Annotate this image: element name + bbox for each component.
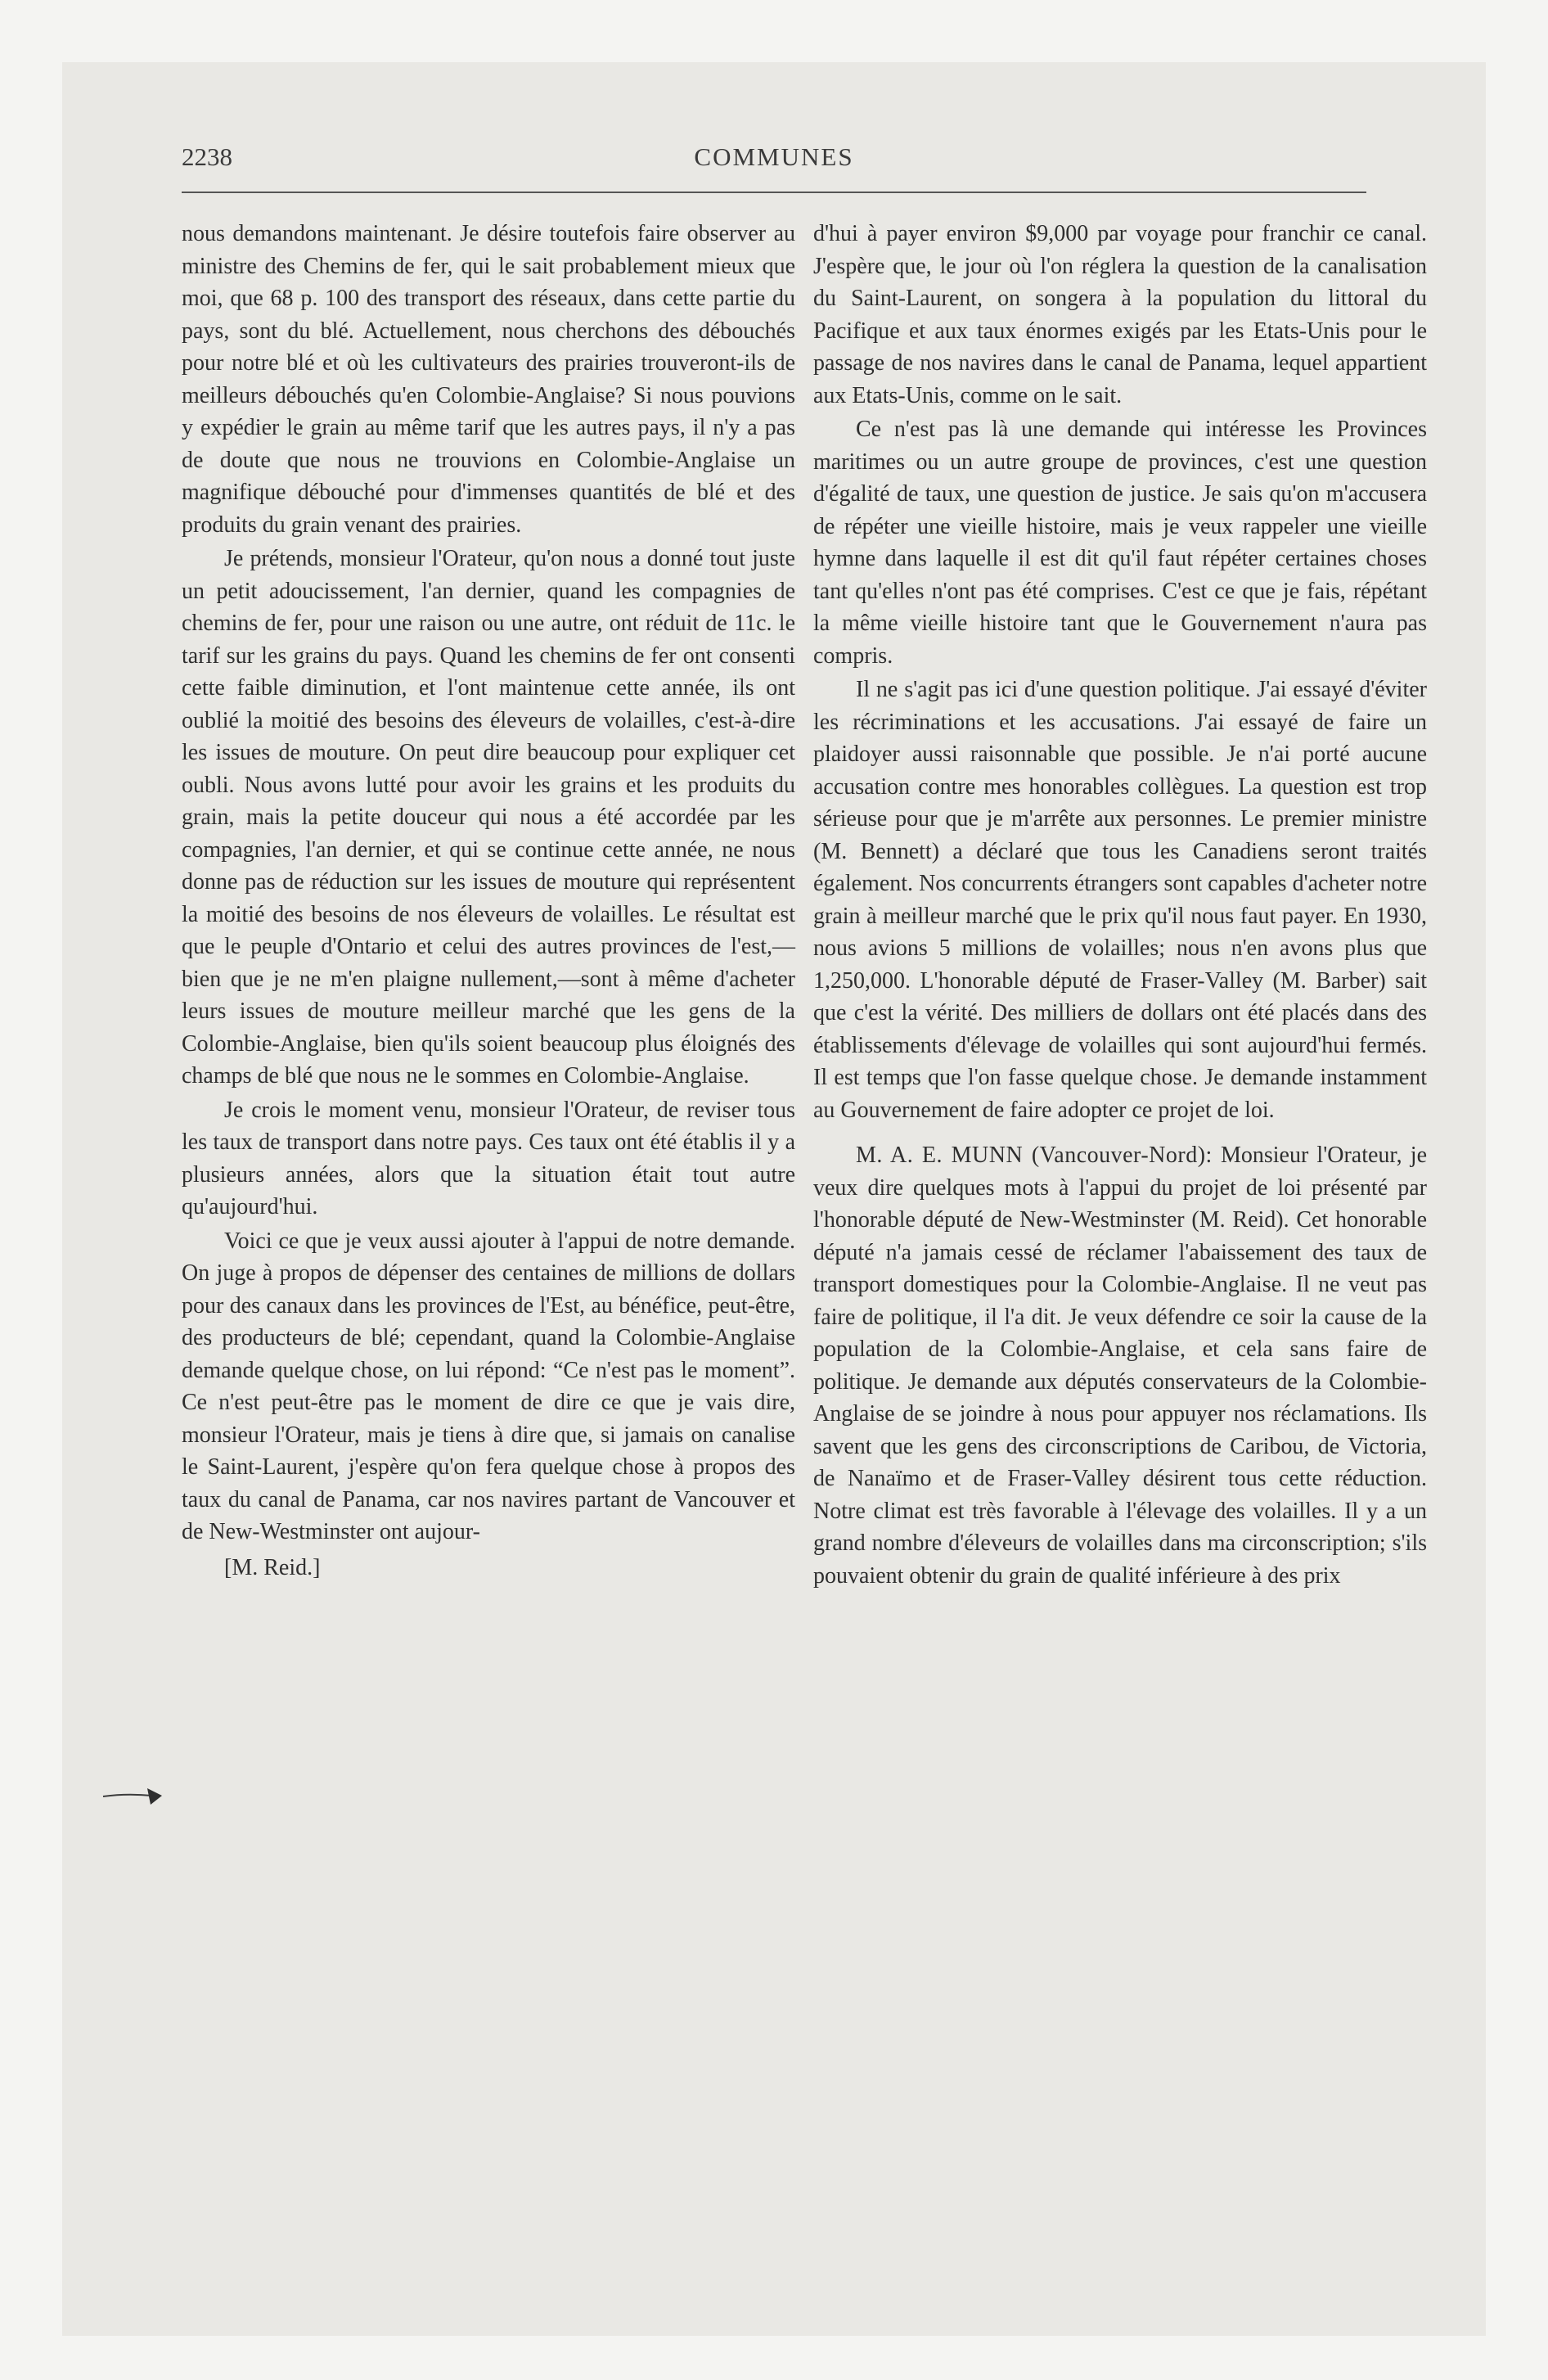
speech-paragraph (813, 1139, 1427, 1592)
speaker-name: M. A. E. MUNN (Vancouver-Nord): (856, 1143, 1213, 1168)
speaker-attribution: [M. Reid.] (224, 1554, 321, 1580)
right-paragraph-1: d'hui à payer environ $9,000 par voyage pour franchir ce canal. J'espère que, le jour où l'on réglera la question de la canalisation du Saint-Laurent, on songera à la population du littoral du Pacifique et aux taux énormes exigés par les Etats-Unis pour le passage de nos navires dans le canal de Panama, lequel appartient aux Etats-Unis, comme on le sait. (813, 221, 1427, 408)
left-column (182, 218, 795, 1584)
margin-arrow-mark (101, 1785, 175, 1810)
scanned-page (62, 62, 1486, 2336)
right-paragraph-2: Ce n'est pas là une demande qui intéresse les Provinces maritimes ou un autre groupe de provinces, c'est une question d'égalité de taux, une question de justice. Je sais qu'on m'accusera de répéter une vieille histoire, mais je veux rappeler une vieille hymne dans laquelle il est dit qu'il faut répéter certaines choses tant qu'elles n'ont pas été comprises. C'est ce que je fais, répétant la même vieille histoire tant que le Gouvernement n'aura pas compris. (813, 417, 1427, 669)
left-paragraph-2: Je prétends, monsieur l'Orateur, qu'on nous a donné tout juste un petit adoucissement, l'an dernier, quand les compagnies de chemins de fer, pour une raison ou une autre, ont réduit de 11c. le tarif sur les grains du pays. Quand les chemins de fer ont consenti cette faible diminution, et l'ont maintenue cette année, ils ont oublié la moitié des besoins des éleveurs de volailles, c'est-à-dire les issues de mouture. On peut dire beaucoup pour expliquer cet oubli. Nous avons lutté pour avoir les grains et les produits du grain, mais la petite douceur qui nous a été accordée par les compagnies, l'an dernier, et qui se continue cette année, ne nous donne pas de réduction sur les issues de mouture qui représentent la moitié des besoins de nos éleveurs de volailles. Le résultat est que le peuple d'Ontario et celui des autres provinces de l'est,—bien que je ne m'en plaigne nullement,—sont à même d'acheter leurs issues de mouture meilleur marché que les gens de la Colombie-Anglaise, bien qu'ils soient beaucoup plus éloignés des champs de blé que nous ne le sommes en Colombie-Anglaise. (182, 546, 795, 1089)
left-paragraph-1: nous demandons maintenant. Je désire toutefois faire observer au ministre des Chemins de fer, qui le sait probablement mieux que moi, que 68 p. 100 des transport des réseaux, dans cette partie du pays, sont du blé. Actuellement, nous cherchons des débouchés pour notre blé et où les cultivateurs des prairies trouveront-ils de meilleurs débouchés qu'en Colombie-Anglaise? Si nous pouvions y expédier le grain au même tarif que les autres pays, il n'y a pas de doute que nous ne trouvions en Colombie-Anglaise un magnifique débouché pour d'immenses quantités de blé et des produits du grain venant des prairies. (182, 221, 795, 538)
speech-text: Monsieur l'Orateur, je veux dire quelques mots à l'appui du projet de loi présenté par l'honorable député de New-Westminster (M. Reid). Cet honorable député n'a jamais cessé de réclamer l'abaissement des taux de transport domestiques pour la Colombie-Anglaise. Il ne veut pas faire de politique, il l'a dit. Je veux défendre ce soir la cause de la population de la Colombie-Anglaise, et cela sans faire de politique. Je demande aux députés conservateurs de la Colombie-Anglaise de se joindre à nous pour appuyer nos réclamations. Ils savent que les gens des circonscriptions de Caribou, de Victoria, de Nanaïmo et de Fraser-Valley désirent tous cette réduction. Notre climat est très favorable à l'élevage des volailles. Il y a un grand nombre d'éleveurs de volailles dans ma circonscription; s'ils pouvaient obtenir du grain de qualité inférieure à des prix (813, 1143, 1427, 1589)
right-paragraph-3: Il ne s'agit pas ici d'une question politique. J'ai essayé d'éviter les récriminations et les accusations. J'ai essayé de faire un plaidoyer aussi raisonnable que possible. Je n'ai porté aucune accusation contre mes honorables collègues. La question est trop sérieuse pour que je m'arrête aux personnes. Le premier ministre (M. Bennett) a déclaré que tous les Canadiens seront traités également. Nos concurrents étrangers sont capables d'acheter notre grain à meilleur marché que le prix qu'il nous faut payer. En 1930, nous avions 5 millions de volailles; nous n'en avons plus que 1,250,000. L'honorable député de Fraser-Valley (M. Barber) sait que c'est la vérité. Des milliers de dollars ont été placés dans des établissements d'élevage de volailles qui sont aujourd'hui fermés. Il est temps que l'on fasse quelque chose. Je demande instamment au Gouvernement de faire adopter ce projet de loi. (813, 677, 1427, 1123)
running-head: COMMUNES (694, 142, 854, 171)
left-paragraph-3: Je crois le moment venu, monsieur l'Orateur, de reviser tous les taux de transport dans notre pays. Ces taux ont été établis il y a plusieurs années, alors que la situation était tout autre qu'aujourd'hui. (182, 1097, 795, 1219)
right-column (813, 218, 1427, 1593)
page-number: 2238 (182, 142, 232, 171)
page-header (182, 142, 1366, 193)
left-paragraph-4: Voici ce que je veux aussi ajouter à l'appui de notre demande. On juge à propos de dépenser des centaines de millions de dollars pour des canaux dans les provinces de l'Est, au bénéfice, peut-être, des producteurs de blé; cependant, quand la Colombie-Anglaise demande quelque chose, on lui répond: “Ce n'est pas le moment”. Ce n'est peut-être pas le moment de dire ce que je vais dire, monsieur l'Orateur, mais je tiens à dire que, si jamais on canalise le Saint-Laurent, j'espère qu'on fera quelque chose à propos des taux du canal de Panama, car nos navires partant de Vancouver et de New-Westminster ont aujour- (182, 1228, 795, 1544)
